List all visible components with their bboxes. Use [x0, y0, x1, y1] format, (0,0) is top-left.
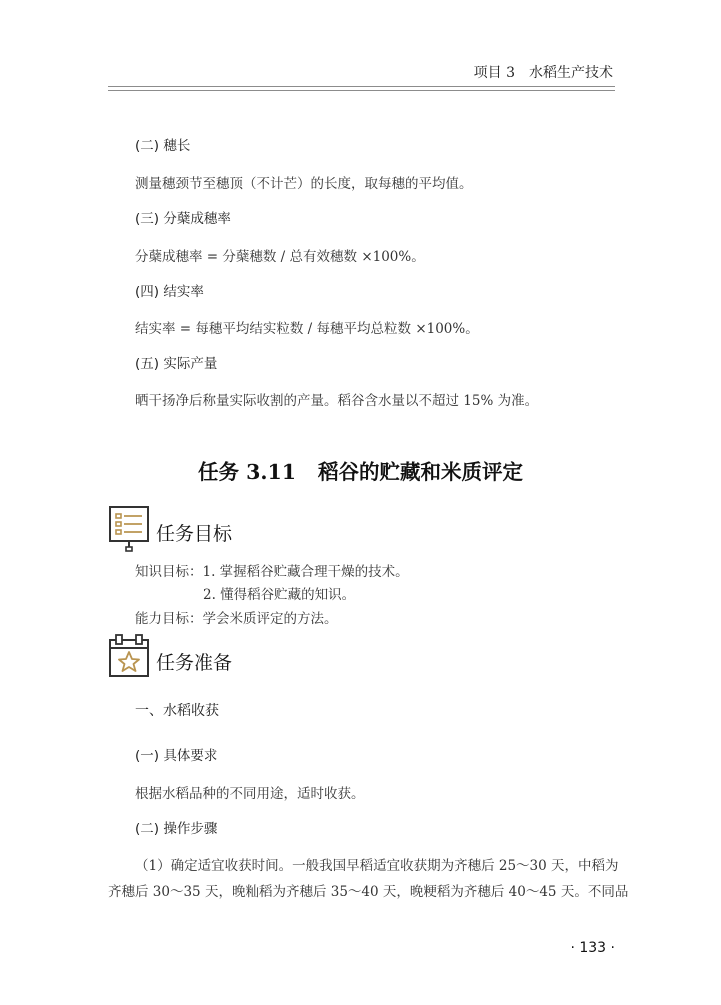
task-number: 任务 3.11	[197, 460, 297, 484]
part-rice-harvest: 一、水稻收获	[135, 703, 219, 719]
task-name: 稻谷的贮藏和米质评定	[318, 460, 524, 484]
ability-label: 能力目标：	[135, 611, 203, 627]
knowledge-item-2: 2. 懂得稻谷贮藏的知识。	[203, 587, 356, 603]
header-rule-top	[108, 86, 615, 87]
heading-actual-yield: (五) 实际产量	[135, 356, 218, 372]
text-requirements: 根据水稻品种的不同用途，适时收获。	[135, 786, 365, 802]
text-ear-length: 测量穗颈节至穗顶（不计芒）的长度，取每穗的平均值。	[135, 176, 473, 192]
presentation-board-icon	[108, 505, 152, 553]
header-project: 项目 3	[473, 65, 515, 81]
text-actual-yield: 晒干扬净后称量实际收割的产量。稻谷含水量以不超过 15% 为准。	[135, 393, 539, 409]
page-number: · 133 ·	[570, 940, 615, 956]
text-tiller-rate: 分蘖成穗率 = 分蘖穗数 / 总有效穗数 ×100%。	[135, 249, 425, 265]
ability-objective	[135, 607, 338, 627]
header-title: 水稻生产技术	[529, 65, 613, 81]
objectives-heading: 任务目标	[156, 523, 233, 545]
ability-item: 学会米质评定的方法。	[202, 611, 338, 627]
task-title	[0, 455, 721, 485]
calendar-star-icon	[108, 634, 152, 680]
heading-tiller-rate: (三) 分蘖成穗率	[135, 211, 231, 227]
knowledge-label: 知识目标：	[135, 564, 203, 580]
heading-procedure: (二) 操作步骤	[135, 821, 218, 837]
heading-ear-length: (二) 穗长	[135, 138, 191, 154]
text-seed-setting: 结实率 = 每穗平均结实粒数 / 每穗平均总粒数 ×100%。	[135, 321, 479, 337]
running-header	[474, 62, 613, 82]
heading-requirements: (一) 具体要求	[135, 748, 218, 764]
preparation-heading: 任务准备	[156, 652, 233, 674]
knowledge-objective-1	[135, 560, 409, 580]
heading-seed-setting: (四) 结实率	[135, 284, 204, 300]
procedure-line-2: 齐穗后 30～35 天，晚籼稻为齐穗后 35～40 天，晚粳稻为齐穗后 40～45 天。不同品	[108, 884, 629, 900]
procedure-line-1: （1）确定适宜收获时间。一般我国早稻适宜收获期为齐穗后 25～30 天，中稻为	[135, 858, 619, 874]
knowledge-item-1: 1. 掌握稻谷贮藏合理干燥的技术。	[202, 564, 409, 580]
header-rule-bottom	[108, 90, 615, 91]
